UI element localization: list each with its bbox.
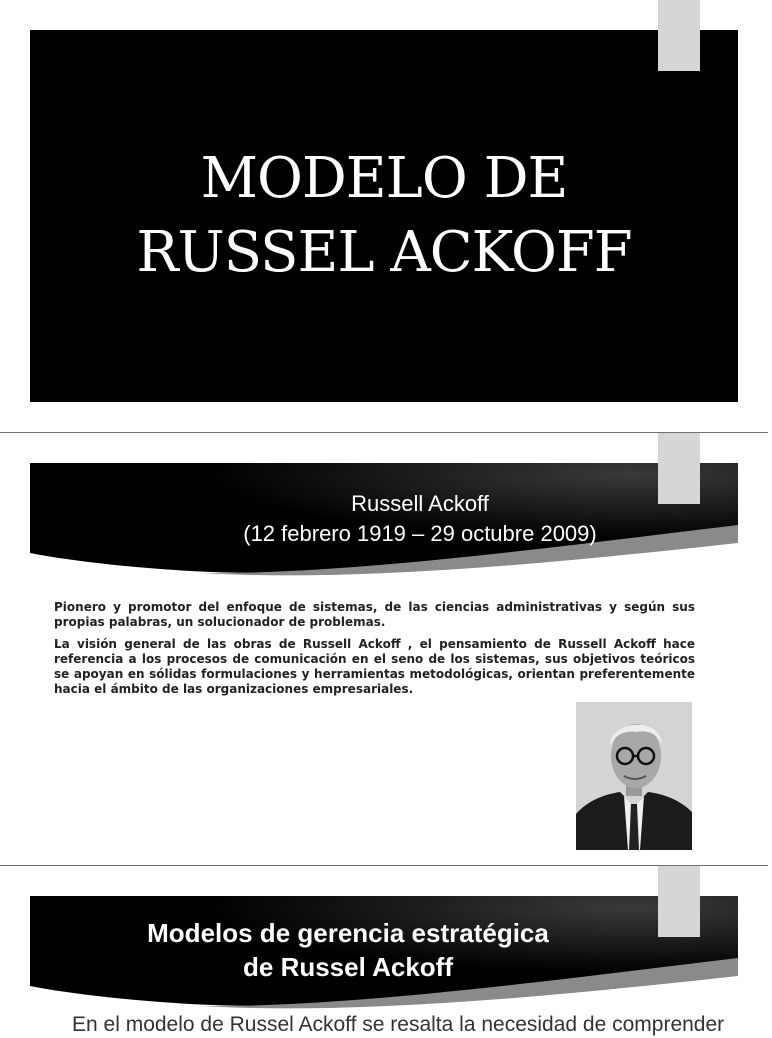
person-name: Russell Ackoff bbox=[351, 491, 489, 516]
banner-title bbox=[60, 916, 636, 984]
slide-title-text bbox=[30, 142, 738, 290]
slide-biography bbox=[0, 433, 768, 865]
slide-models bbox=[0, 866, 768, 1036]
paragraph-2: La visión general de las obras de Russell Ackoff , el pensamiento de Russell Ackoff hace referencia a los procesos de comunicación en el seno de los sistemas, sus objetivos teóricos se apoyan en sólidas formulaciones y herramientas metodológicas, orientan preferentemente hacia el ámbito de las organizaciones empresariales. bbox=[54, 637, 695, 696]
portrait-photo bbox=[576, 702, 692, 850]
title-line-2: RUSSEL ACKOFF bbox=[136, 220, 632, 285]
biography-text bbox=[54, 600, 695, 704]
portrait-illustration bbox=[576, 702, 692, 850]
corner-tab bbox=[658, 866, 700, 937]
banner-title bbox=[130, 489, 710, 549]
corner-tab bbox=[658, 0, 700, 71]
title-line-1: MODELO DE bbox=[200, 146, 568, 211]
corner-tab bbox=[658, 433, 700, 504]
body-text: En el modelo de Russel Ackoff se resalta la necesidad de comprender bbox=[72, 1013, 725, 1036]
slide-title bbox=[0, 0, 768, 432]
paragraph-1: Pionero y promotor del enfoque de sistemas, de las ciencias administrativas y según sus propias palabras, un solucionador de problemas. bbox=[54, 600, 695, 629]
person-dates: (12 febrero 1919 – 29 octubre 2009) bbox=[243, 521, 597, 546]
title-line-1: Modelos de gerencia estratégica bbox=[147, 918, 549, 948]
title-line-2: de Russel Ackoff bbox=[243, 952, 453, 982]
